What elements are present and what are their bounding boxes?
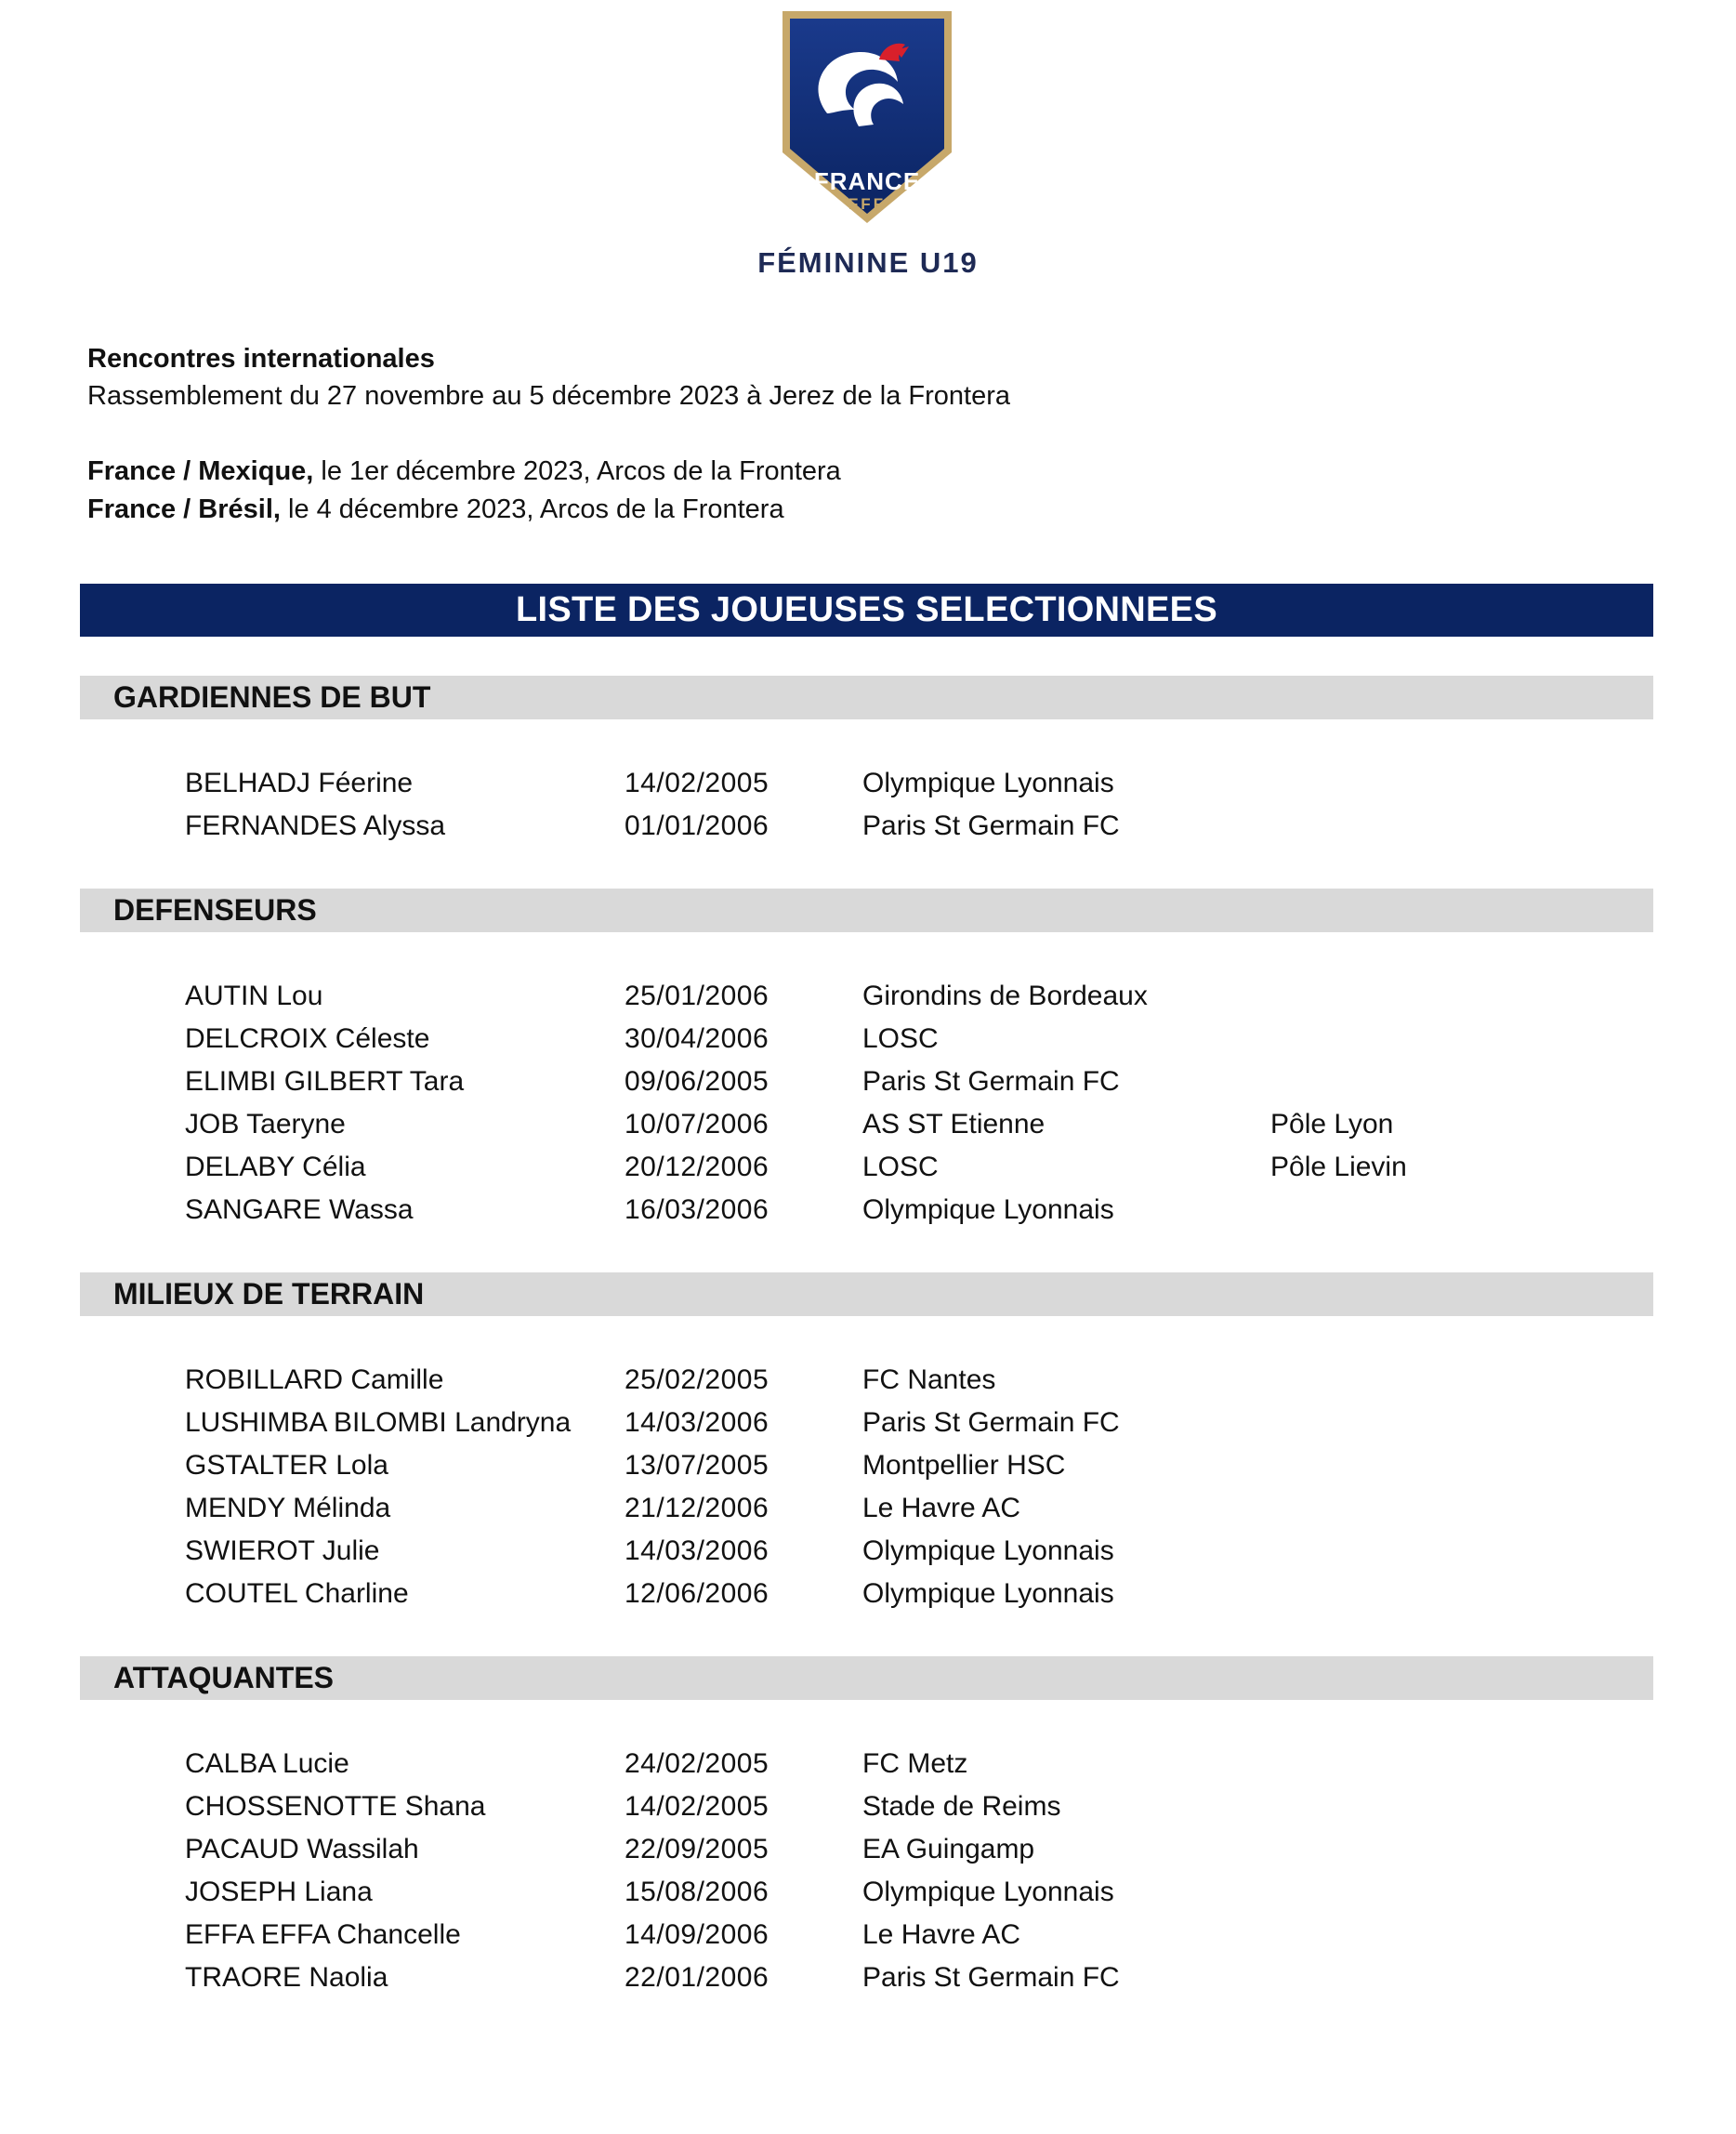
match-details: le 4 décembre 2023, Arcos de la Frontera	[280, 494, 784, 524]
player-dob: 16/03/2006	[625, 1194, 769, 1225]
player-club: Paris St Germain FC	[862, 1066, 1120, 1097]
match-details: le 1er décembre 2023, Arcos de la Frontera	[313, 456, 841, 486]
fff-crest-logo	[769, 4, 965, 230]
player-row	[0, 1785, 1736, 1828]
player-name: SANGARE Wassa	[185, 1194, 414, 1225]
player-name: COUTEL Charline	[185, 1578, 409, 1609]
player-name: LUSHIMBA BILOMBI Landryna	[185, 1407, 572, 1438]
player-name: JOSEPH Liana	[185, 1877, 373, 1907]
player-club: Le Havre AC	[862, 1919, 1021, 1950]
player-name: DELABY Célia	[185, 1152, 366, 1182]
player-name: AUTIN Lou	[185, 981, 323, 1011]
player-club: FC Nantes	[862, 1364, 996, 1395]
player-row	[0, 1018, 1736, 1060]
player-name: MENDY Mélinda	[185, 1493, 391, 1523]
player-club: FC Metz	[862, 1748, 968, 1779]
player-row	[0, 1189, 1736, 1232]
player-row	[0, 1573, 1736, 1615]
section-title: MILIEUX DE TERRAIN	[113, 1277, 425, 1311]
player-club: Olympique Lyonnais	[862, 1194, 1114, 1225]
player-row	[0, 1956, 1736, 1999]
player-club: Paris St Germain FC	[862, 1962, 1120, 1993]
section-title: DEFENSEURS	[113, 893, 317, 927]
player-row	[0, 975, 1736, 1018]
player-dob: 15/08/2006	[625, 1877, 769, 1907]
player-club: Olympique Lyonnais	[862, 768, 1114, 798]
player-club: Montpellier HSC	[862, 1450, 1066, 1481]
player-dob: 14/02/2005	[625, 1791, 769, 1822]
intro-heading: Rencontres internationales	[87, 344, 435, 374]
player-dob: 10/07/2006	[625, 1109, 769, 1139]
player-dob: 22/09/2005	[625, 1834, 769, 1864]
player-dob: 22/01/2006	[625, 1962, 769, 1993]
section-header-midfielders	[80, 1272, 1653, 1316]
intro-gathering: Rassemblement du 27 novembre au 5 décembre 2023 à Jerez de la Frontera	[87, 381, 1011, 411]
player-row	[0, 762, 1736, 805]
player-dob: 21/12/2006	[625, 1493, 769, 1523]
match-teams: France / Mexique,	[87, 456, 314, 486]
section-title: GARDIENNES DE BUT	[113, 680, 431, 714]
player-name: BELHADJ Féerine	[185, 768, 414, 798]
player-club: Stade de Reims	[862, 1791, 1061, 1822]
player-name: SWIEROT Julie	[185, 1535, 380, 1566]
player-row	[0, 1743, 1736, 1785]
player-row	[0, 1444, 1736, 1487]
player-dob: 14/03/2006	[625, 1535, 769, 1566]
player-club: Olympique Lyonnais	[862, 1877, 1114, 1907]
match-line	[87, 491, 784, 529]
player-dob: 12/06/2006	[625, 1578, 769, 1609]
team-title: FÉMININE U19	[757, 246, 979, 279]
player-dob: 13/07/2005	[625, 1450, 769, 1481]
player-club: Olympique Lyonnais	[862, 1578, 1114, 1609]
player-name: ELIMBI GILBERT Tara	[185, 1066, 465, 1097]
player-row	[0, 1914, 1736, 1956]
player-note: Pôle Lyon	[1270, 1109, 1394, 1139]
player-name: GSTALTER Lola	[185, 1450, 388, 1481]
player-row	[0, 1487, 1736, 1530]
player-club: Paris St Germain FC	[862, 810, 1120, 841]
match-teams: France / Brésil,	[87, 494, 281, 524]
player-club: Le Havre AC	[862, 1493, 1021, 1523]
player-name: FERNANDES Alyssa	[185, 810, 446, 841]
crest-subname: FFF	[848, 195, 887, 213]
player-row	[0, 805, 1736, 848]
player-dob: 14/09/2006	[625, 1919, 769, 1950]
player-dob: 30/04/2006	[625, 1023, 769, 1054]
player-name: TRAORE Naolia	[185, 1962, 388, 1993]
section-header-defenders	[80, 889, 1653, 932]
player-club: EA Guingamp	[862, 1834, 1035, 1864]
player-dob: 25/01/2006	[625, 981, 769, 1011]
banner-title: LISTE DES JOUEUSES SELECTIONNEES	[516, 590, 1217, 629]
section-header-goalkeepers	[80, 676, 1653, 719]
section-header-forwards	[80, 1656, 1653, 1700]
player-club: LOSC	[862, 1152, 939, 1182]
player-row	[0, 1871, 1736, 1914]
player-dob: 09/06/2005	[625, 1066, 769, 1097]
player-name: CALBA Lucie	[185, 1748, 349, 1779]
player-club: Olympique Lyonnais	[862, 1535, 1114, 1566]
player-note: Pôle Lievin	[1270, 1152, 1407, 1182]
section-title: ATTAQUANTES	[113, 1661, 335, 1694]
player-dob: 25/02/2005	[625, 1364, 769, 1395]
player-club: LOSC	[862, 1023, 939, 1054]
player-row	[0, 1828, 1736, 1871]
player-row	[0, 1359, 1736, 1402]
player-row	[0, 1530, 1736, 1573]
player-name: DELCROIX Céleste	[185, 1023, 430, 1054]
selection-banner	[80, 584, 1653, 637]
player-dob: 14/02/2005	[625, 768, 769, 798]
player-name: PACAUD Wassilah	[185, 1834, 419, 1864]
player-row	[0, 1103, 1736, 1146]
player-name: ROBILLARD Camille	[185, 1364, 444, 1395]
player-name: JOB Taeryne	[185, 1109, 346, 1139]
player-dob: 24/02/2005	[625, 1748, 769, 1779]
match-line	[87, 453, 841, 491]
player-row	[0, 1402, 1736, 1444]
player-row	[0, 1146, 1736, 1189]
player-club: Paris St Germain FC	[862, 1407, 1120, 1438]
player-name: CHOSSENOTTE Shana	[185, 1791, 486, 1822]
player-row	[0, 1060, 1736, 1103]
crest-name: FRANCE	[813, 167, 921, 195]
player-club: Girondins de Bordeaux	[862, 981, 1148, 1011]
player-dob: 01/01/2006	[625, 810, 769, 841]
player-dob: 14/03/2006	[625, 1407, 769, 1438]
player-club: AS ST Etienne	[862, 1109, 1046, 1139]
player-dob: 20/12/2006	[625, 1152, 769, 1182]
player-name: EFFA EFFA Chancelle	[185, 1919, 461, 1950]
